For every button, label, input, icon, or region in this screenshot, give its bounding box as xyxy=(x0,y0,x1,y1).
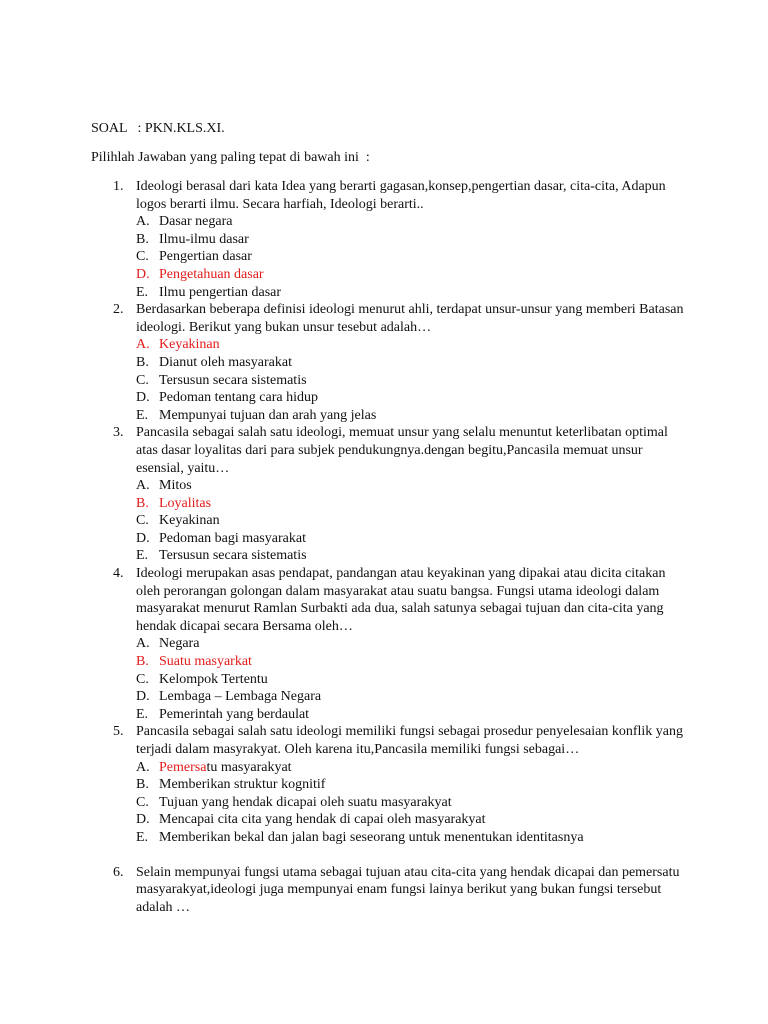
question-number: 3. xyxy=(113,425,124,441)
question-text-line: Berdasarkan beberapa definisi ideologi menurut ahli, terdapat unsur-unsur yang memberi Batasan xyxy=(136,302,684,318)
answer-option xyxy=(136,389,691,407)
option-text: Keyakinan xyxy=(159,337,220,353)
option-letter: B. xyxy=(136,231,149,247)
option-text: Kelompok Tertentu xyxy=(159,671,268,687)
question-number: 1. xyxy=(113,179,124,194)
answer-option xyxy=(136,829,691,847)
question-text-line: Pancasila sebagai salah satu ideologi, memuat unsur yang selalu menuntut keterlibatan optimal xyxy=(136,425,668,441)
question-number: 2. xyxy=(113,302,124,318)
option-text: Keyakinan xyxy=(159,513,220,529)
question-text-line: logos berarti ilmu. Secara harfiah, Ideologi berarti.. xyxy=(136,196,424,212)
option-letter: D. xyxy=(136,812,150,828)
option-letter: C. xyxy=(136,513,149,529)
option-text: Memberikan struktur kognitif xyxy=(159,777,326,793)
question-text-line: terjadi dalam masyrakyat. Oleh karena itu,Pancasila memiliki fungsi sebagai… xyxy=(136,742,580,757)
option-list xyxy=(136,213,691,301)
question-item xyxy=(91,424,691,565)
option-letter: B. xyxy=(136,495,149,511)
option-letter: D. xyxy=(136,689,150,705)
option-text: Pengertian dasar xyxy=(159,249,252,265)
question-item xyxy=(91,301,691,424)
answer-option xyxy=(136,794,691,812)
answer-option xyxy=(136,688,691,706)
option-letter: E. xyxy=(136,706,149,722)
question-item xyxy=(91,723,691,846)
option-list xyxy=(136,336,691,424)
document-header xyxy=(91,120,225,138)
option-text: Tersusun secara sistematis xyxy=(159,372,307,388)
option-letter: D. xyxy=(136,390,150,406)
option-letter: A. xyxy=(136,337,150,353)
option-text: Pedoman tentang cara hidup xyxy=(159,390,319,406)
option-letter: C. xyxy=(136,794,149,810)
option-letter: B. xyxy=(136,354,149,370)
instruction-text: Pilihlah Jawaban yang paling tepat di bawah ini : xyxy=(91,150,370,165)
option-text: Mencapai cita cita yang hendak di capai oleh masyarakyat xyxy=(159,812,486,828)
option-letter: B. xyxy=(136,777,149,793)
option-text: Mitos xyxy=(159,478,192,494)
blank-line xyxy=(91,847,691,864)
option-text: Tersusun secara sistematis xyxy=(159,548,307,564)
answer-option xyxy=(136,776,691,794)
question-text-line: masyarakyat,ideologi juga mempunyai enam fungsi lainya berikut yang bukan fungsi tersebut xyxy=(136,882,662,898)
option-text-highlight: Pemersa xyxy=(159,759,207,775)
question-number: 6. xyxy=(113,864,124,880)
option-text: Pemerintah yang berdaulat xyxy=(159,706,310,722)
option-letter: C. xyxy=(136,249,149,265)
option-letter: E. xyxy=(136,548,149,564)
option-letter: D. xyxy=(136,266,150,282)
option-letter: E. xyxy=(136,284,149,300)
answer-option xyxy=(136,354,691,372)
option-letter: A. xyxy=(136,636,150,652)
question-item xyxy=(91,864,691,917)
option-letter: A. xyxy=(136,478,150,494)
option-text: Ilmu-ilmu dasar xyxy=(159,231,249,247)
answer-option xyxy=(136,477,691,495)
answer-option xyxy=(136,266,691,284)
option-text: Mempunyai tujuan dan arah yang jelas xyxy=(159,407,377,423)
answer-option xyxy=(136,248,691,266)
question-text-line: hendak dicapai secara Bersama oleh… xyxy=(136,618,353,634)
option-letter: E. xyxy=(136,829,149,845)
question-text-line: oleh perorangan golongan dalam masyarakat atau suatu bangsa. Fungsi utama ideologi dalam xyxy=(136,583,660,599)
option-letter: A. xyxy=(136,214,150,230)
answer-option xyxy=(136,512,691,530)
option-text: Dasar negara xyxy=(159,214,233,230)
option-text: Lembaga – Lembaga Negara xyxy=(159,689,322,705)
question-text-line: ideologi. Berikut yang bukan unsur tesebut adalah… xyxy=(136,319,432,335)
option-text: Memberikan bekal dan jalan bagi seseorang untuk menentukan identitasnya xyxy=(159,829,584,845)
question-list xyxy=(91,178,691,916)
answer-option xyxy=(136,635,691,653)
option-text: Suatu masyarkat xyxy=(159,654,252,670)
option-letter: D. xyxy=(136,530,150,546)
answer-option xyxy=(136,284,691,302)
option-text: Negara xyxy=(159,636,200,652)
question-text-line: esensial, yaitu… xyxy=(136,460,230,476)
option-list xyxy=(136,635,691,723)
answer-option xyxy=(136,547,691,565)
header-label: SOAL xyxy=(91,121,128,136)
question-text-line: Ideologi berasal dari kata Idea yang berarti gagasan,konsep,pengertian dasar, cita-cita, Adapun xyxy=(136,179,666,194)
header-value: : PKN.KLS.XI. xyxy=(137,121,225,136)
answer-option xyxy=(136,213,691,231)
option-letter: A. xyxy=(136,759,150,775)
answer-option xyxy=(136,372,691,390)
option-letter: C. xyxy=(136,372,149,388)
question-item xyxy=(91,178,691,301)
option-text: Loyalitas xyxy=(159,495,212,511)
answer-option xyxy=(136,407,691,425)
question-text-line: Selain mempunyai fungsi utama sebagai tujuan atau cita-cita yang hendak dicapai dan pemersatu xyxy=(136,864,680,880)
question-text-line: Pancasila sebagai salah satu ideologi memiliki fungsi sebagai prosedur penyelesaian konflik yang xyxy=(136,724,684,740)
answer-option xyxy=(136,706,691,724)
answer-option xyxy=(136,231,691,249)
option-letter: E. xyxy=(136,407,149,423)
answer-option xyxy=(136,653,691,671)
question-text-line: atas dasar loyalitas dari para subjek pendukungnya.dengan begitu,Pancasila memuat unsur xyxy=(136,442,643,458)
answer-option xyxy=(136,495,691,513)
question-item xyxy=(91,565,691,723)
answer-option xyxy=(136,759,691,777)
answer-option xyxy=(136,671,691,689)
option-text: Ilmu pengertian dasar xyxy=(159,284,282,300)
question-text-line: Ideologi merupakan asas pendapat, pandangan atau keyakinan yang dipakai atau dicita citakan xyxy=(136,566,666,582)
option-letter: B. xyxy=(136,654,149,670)
option-text: Pedoman bagi masyarakat xyxy=(159,530,306,546)
answer-option xyxy=(136,530,691,548)
option-list xyxy=(136,477,691,565)
question-text-line: masyarakat menurut Ramlan Surbakti ada dua, salah satunya sebagai tujuan dan cita-cita yang xyxy=(136,601,664,617)
answer-option xyxy=(136,811,691,829)
option-text: Pengetahuan dasar xyxy=(159,266,264,282)
option-list xyxy=(136,759,691,847)
question-text-line: adalah … xyxy=(136,899,191,915)
answer-option xyxy=(136,336,691,354)
option-letter: C. xyxy=(136,671,149,687)
question-number: 4. xyxy=(113,566,124,582)
option-text: Dianut oleh masyarakat xyxy=(159,354,292,370)
option-text-rest: tu masyarakyat xyxy=(206,759,292,775)
question-number: 5. xyxy=(113,724,124,740)
option-text: Tujuan yang hendak dicapai oleh suatu masyarakyat xyxy=(159,794,452,810)
